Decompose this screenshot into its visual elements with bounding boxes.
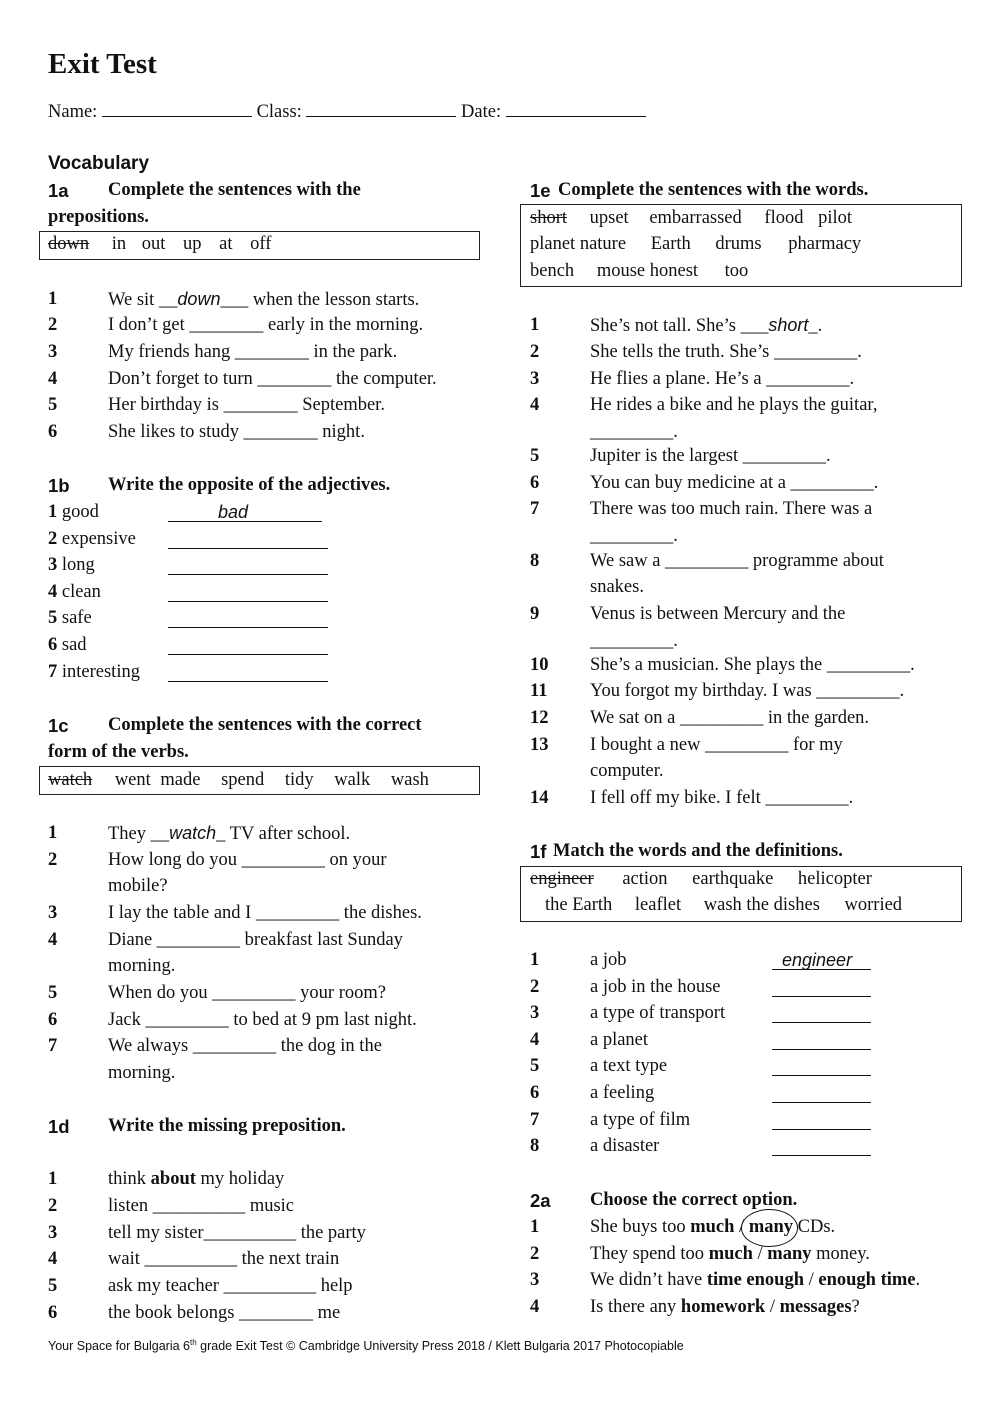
word-leaflet: leaflet <box>634 895 682 915</box>
answer-field[interactable] <box>772 1030 871 1050</box>
sentence[interactable]: When do you _________ your room? <box>108 983 386 1003</box>
sentence[interactable]: ask my teacher __________ help <box>108 1276 353 1296</box>
sentence[interactable]: He flies a plane. He’s a _________. <box>590 369 855 389</box>
word-mouse-honest: mouse honest <box>596 261 699 281</box>
exercise-1a-number: 1a <box>48 180 69 201</box>
list-item: 7 interesting <box>48 662 140 683</box>
answer-field[interactable] <box>168 555 328 575</box>
option-much[interactable]: much <box>708 1244 753 1264</box>
sentence[interactable]: I lay the table and I _________ the dishes. <box>108 903 422 923</box>
sentence[interactable]: Jupiter is the largest _________. <box>590 446 831 466</box>
sentence: Is there any homework / messages? <box>590 1297 860 1317</box>
list-item: 4 clean <box>48 582 101 603</box>
word-earth: Earth <box>650 234 691 254</box>
sentence: We sit __down___ when the lesson starts. <box>108 289 420 310</box>
exercise-1b-instruction: Write the opposite of the adjectives. <box>108 475 391 495</box>
definition: a disaster <box>590 1136 660 1156</box>
word-in: in <box>111 234 127 254</box>
sentence[interactable]: I fell off my bike. I felt _________. <box>590 788 854 808</box>
word-list-1f-line1 <box>530 869 872 890</box>
answer-field[interactable] <box>168 608 328 628</box>
word-earthquake: earthquake <box>692 869 774 889</box>
sentence[interactable]: tell my sister__________ the party <box>108 1223 366 1243</box>
list-item: 2 expensive <box>48 529 136 550</box>
answer-field[interactable] <box>772 1056 871 1076</box>
word-the-earth: the Earth <box>545 895 613 915</box>
word-went: went <box>114 770 151 790</box>
option-homework[interactable]: homework <box>680 1297 766 1317</box>
answer-down[interactable]: down <box>177 289 221 309</box>
answer-field[interactable] <box>772 1083 871 1103</box>
word-list-1a <box>48 234 271 255</box>
definition: a type of transport <box>590 1003 726 1023</box>
option-time-enough[interactable]: time enough <box>706 1270 804 1290</box>
answer-bad: bad <box>218 502 249 522</box>
list-item: 6 sad <box>48 635 87 656</box>
exercise-1f-number: 1f <box>530 841 547 862</box>
sentence[interactable]: We sat on a _________ in the garden. <box>590 708 870 728</box>
word-list-1f-line2 <box>545 895 902 916</box>
word-walk: walk <box>334 770 371 790</box>
exercise-1c-number: 1c <box>48 715 69 736</box>
exercise-1a-instruction-cont: prepositions. <box>48 207 149 227</box>
sentence[interactable]: I don’t get ________ early in the morning. <box>108 315 424 335</box>
word-made: made <box>160 770 201 790</box>
answer-field[interactable] <box>168 635 328 655</box>
definition: a planet <box>590 1030 649 1050</box>
word-out: out <box>141 234 166 254</box>
answer-field[interactable] <box>772 1003 871 1023</box>
sentence[interactable]: How long do you _________ on your <box>108 850 387 870</box>
option-enough-time[interactable]: enough time <box>818 1270 916 1290</box>
date-field[interactable] <box>506 101 646 117</box>
word-upset: upset <box>589 208 629 228</box>
adjective: expensive <box>61 529 136 549</box>
exercise-1e-number: 1e <box>530 180 551 201</box>
definition: a job in the house <box>590 977 721 997</box>
word-list-1e-line3 <box>530 261 748 282</box>
word-wash: wash <box>390 770 429 790</box>
list-item: 5 safe <box>48 608 92 629</box>
selection-circle <box>741 1209 798 1247</box>
date-label: Date: <box>461 102 502 122</box>
option-many[interactable]: many <box>767 1244 812 1264</box>
exercise-2a-instruction: Choose the correct option. <box>590 1190 798 1210</box>
word-up: up <box>183 234 202 254</box>
answer-field[interactable] <box>772 1110 871 1130</box>
sentence: We didn’t have time enough / enough time. <box>590 1270 921 1290</box>
option-much[interactable]: much <box>690 1217 735 1237</box>
word-flood: flood <box>764 208 804 228</box>
sentence[interactable]: There was too much rain. There was a <box>590 499 873 519</box>
word-embarrassed: embarrassed <box>649 208 742 228</box>
word-engineer: engineer <box>530 869 594 889</box>
word-tidy: tidy <box>284 770 314 790</box>
sentence: She buys too much / many CDs. <box>590 1217 835 1238</box>
exercise-1f-instruction: Match the words and the definitions. <box>553 841 843 861</box>
word-helicopter: helicopter <box>797 869 872 889</box>
word-wash-the-dishes: wash the dishes <box>703 895 820 915</box>
word-watch: watch <box>48 770 93 790</box>
exercise-1c-instruction: Complete the sentences with the correct <box>108 715 422 735</box>
sentence[interactable]: You can buy medicine at a _________. <box>590 473 879 493</box>
option-many-selected[interactable]: many <box>749 1217 793 1238</box>
definition: a text type <box>590 1056 668 1076</box>
list-item: 1 good bad <box>48 502 99 523</box>
item-number: 1 <box>48 289 58 309</box>
word-off: off <box>250 234 272 254</box>
sentence[interactable]: We always _________ the dog in the <box>108 1036 382 1056</box>
word-short: short <box>530 208 567 228</box>
sentence[interactable]: She’s a musician. She plays the _________. <box>590 655 915 675</box>
word-list-1c <box>48 770 429 791</box>
sentence[interactable]: Jack _________ to bed at 9 pm last night. <box>108 1010 417 1030</box>
header-line <box>48 101 646 123</box>
word-bench: bench <box>530 261 575 281</box>
word-list-1e-line1 <box>530 208 852 229</box>
adjective: safe <box>61 608 92 628</box>
sentence[interactable]: You forgot my birthday. I was _________. <box>590 681 905 701</box>
word-pharmacy: pharmacy <box>788 234 862 254</box>
page-title: Exit Test <box>48 48 157 80</box>
answer-engineer: engineer <box>782 950 853 970</box>
adjective: interesting <box>61 662 140 682</box>
definition: a job <box>590 950 627 970</box>
answer-field[interactable] <box>772 977 871 997</box>
definition: a feeling <box>590 1083 655 1103</box>
sentence[interactable]: She likes to study ________ night. <box>108 422 365 442</box>
sentence: She’s not tall. She’s ___short_. <box>590 315 823 336</box>
word-action: action <box>622 869 668 889</box>
word-too: too <box>724 261 749 281</box>
sentence: They spend too much / many money. <box>590 1244 870 1264</box>
sentence[interactable]: Her birthday is ________ September. <box>108 395 385 415</box>
word-list-1e-line2 <box>530 234 861 255</box>
option-messages[interactable]: messages <box>779 1297 852 1317</box>
word-spend: spend <box>221 770 265 790</box>
exercise-1d-number: 1d <box>48 1116 70 1137</box>
sentence[interactable]: We saw a _________ programme about <box>590 551 884 571</box>
adjective: long <box>61 555 95 575</box>
adjective: good <box>61 502 99 522</box>
sentence[interactable]: My friends hang ________ in the park. <box>108 342 398 362</box>
exercise-1b-number: 1b <box>48 475 70 496</box>
answer-field[interactable] <box>168 582 328 602</box>
sentence: They __watch_ TV after school. <box>108 823 351 844</box>
sentence[interactable]: Diane _________ breakfast last Sunday <box>108 930 403 950</box>
word-planet-nature: planet nature <box>530 234 627 254</box>
sentence: think about my holiday <box>108 1169 285 1189</box>
definition: a type of film <box>590 1110 691 1130</box>
word-worried: worried <box>844 895 903 915</box>
name-label: Name: <box>48 102 98 122</box>
sentence[interactable]: I bought a new _________ for my <box>590 735 843 755</box>
sentence[interactable]: listen __________ music <box>108 1196 295 1216</box>
adjective: clean <box>61 582 101 602</box>
sentence[interactable]: Don’t forget to turn ________ the computer. <box>108 369 437 389</box>
adjective: sad <box>61 635 87 655</box>
sentence[interactable]: the book belongs ________ me <box>108 1303 341 1323</box>
exercise-1c-instruction-cont: form of the verbs. <box>48 742 189 762</box>
class-field[interactable] <box>306 101 456 117</box>
name-field[interactable] <box>102 101 252 117</box>
footer: Your Space for Bulgaria 6th grade Exit Test © Cambridge University Press 2018 / Klett Bulgaria 2017 Photocopiable <box>48 1338 684 1354</box>
answer-short[interactable]: short <box>768 315 809 335</box>
answer-field[interactable] <box>168 529 328 549</box>
answer-watch[interactable]: watch <box>169 823 217 843</box>
sentence[interactable]: Venus is between Mercury and the <box>590 604 846 624</box>
answer-field[interactable] <box>168 662 328 682</box>
word-drums: drums <box>715 234 762 254</box>
exercise-1d-instruction: Write the missing preposition. <box>108 1116 346 1136</box>
exercise-2a-number: 2a <box>530 1190 551 1211</box>
sentence[interactable]: He rides a bike and he plays the guitar, <box>590 395 878 415</box>
word-down: down <box>48 234 90 254</box>
answer-field[interactable] <box>772 1136 871 1156</box>
sentence[interactable]: wait __________ the next train <box>108 1249 340 1269</box>
word-pilot: pilot <box>818 208 853 228</box>
sentence[interactable]: She tells the truth. She’s _________. <box>590 342 862 362</box>
class-label: Class: <box>256 102 302 122</box>
list-item: 3 long <box>48 555 95 576</box>
section-heading-vocabulary: Vocabulary <box>48 153 150 174</box>
exercise-1e-instruction: Complete the sentences with the words. <box>558 180 869 200</box>
word-at: at <box>219 234 233 254</box>
exercise-1a-instruction: Complete the sentences with the <box>108 180 361 200</box>
